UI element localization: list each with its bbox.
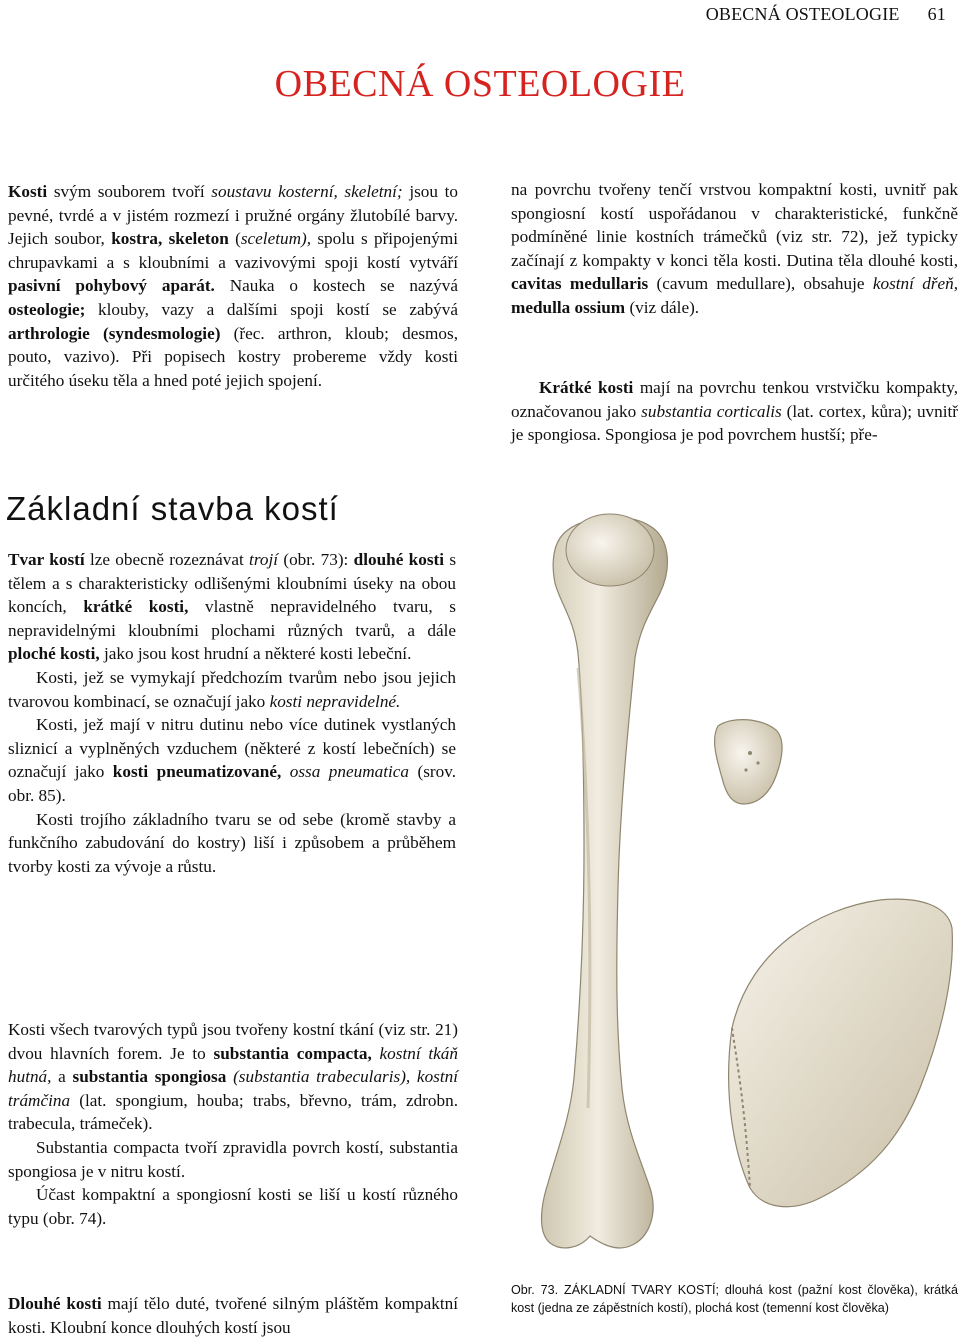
short-bones-paragraph: [511, 376, 958, 447]
text-run: sceletum),: [240, 229, 312, 249]
text-run: [372, 1044, 380, 1063]
text-run: jako jsou kost hrudní a některé kosti lebeční.: [99, 644, 412, 664]
text-run: Kosti: [8, 182, 48, 201]
text-run: a: [51, 1067, 73, 1087]
text-run: s tělem a s charakteristicky odlišenými kloubními úseky na obou koncích,: [8, 550, 457, 617]
text-run: Kosti, jež mají v nitru dutinu nebo více dutinek vystlaných sliznicí a vyplněných vzduchem (některé z kostí lebečních) se označují jako: [8, 715, 456, 782]
text-run: ossa pneumatica: [289, 762, 409, 782]
flat-bone-parietal-icon: [729, 899, 953, 1207]
text-run: (řec. arthron, kloub; desmos, pouto, vazivo). Při popisech kostry probereme vždy kosti určitého úseku těla a hned poté jejich spojení.: [8, 323, 458, 390]
text-run: (: [228, 229, 241, 249]
long-bone-humerus-icon: [542, 514, 668, 1248]
text-run: vlastně nepravidelného tvaru, s nepravidelnými kloubními plochami různých tvarů, a dále: [8, 597, 456, 640]
bone-tissue-text: [8, 1018, 458, 1230]
text-run: (lat. spongium, houba; trabs, břevno, trám, zdrobn. trabecula, trámeček).: [8, 1090, 458, 1134]
text-run: trojí: [249, 550, 279, 569]
text-run: soustavu kosterní, skeletní;: [211, 182, 403, 201]
text-run: Tvar kostí: [8, 550, 85, 569]
text-run: Kosti trojího základního tvaru se od sebe (kromě stavby a funkčního zabudování do kostry) liší i způsobem a průběhem tvorby kosti za vývoje a růstu.: [8, 809, 456, 876]
text-run: osteologie;: [8, 299, 86, 319]
text-run: lze obecně rozeznávat: [84, 550, 250, 569]
text-run: kosti nepravidelné.: [269, 691, 401, 711]
text-run: na povrchu tvořeny tenčí vrstvou kompaktní kosti, uvnitř pak spongiosní kostí uspořádanou v charakteristické, funkčně podmíněné linie kostních trámečků (viz str. 72), jež typicky začínají z kompakty v konci těla kosti. Dutina těla dlouhé kosti,: [511, 180, 958, 270]
text-run: ploché kosti,: [8, 644, 100, 664]
text-run: (substantia trabecularis), kostní trámčina: [8, 1067, 458, 1110]
bone-shapes-text: [8, 548, 456, 878]
text-run: substantia spongiosa: [72, 1067, 227, 1087]
text-run: mají na povrchu tenkou vrstvičku kompakty, označovanou jako: [511, 378, 958, 421]
text-run: medulla ossium: [511, 297, 626, 317]
section-heading: Základní stavba kostí: [6, 490, 339, 527]
text-run: pasivní pohybový aparát.: [8, 276, 215, 296]
text-run: Substantia compacta tvoří zpravidla povrch kostí, substantia spongiosa je v nitru kostí.: [8, 1137, 458, 1181]
intro-paragraph: [8, 180, 458, 392]
paragraph: [8, 1183, 458, 1230]
text-run: (cavum medullare), obsahuje: [648, 274, 873, 294]
text-run: (obr. 73):: [278, 550, 354, 569]
running-head: [706, 4, 946, 25]
text-run: arthrologie (syndesmologie): [8, 323, 221, 343]
paragraph: [8, 666, 456, 713]
text-run: (srov. obr. 85).: [8, 762, 456, 805]
paragraph: [8, 713, 456, 807]
text-run: kostní tkáň hutná,: [8, 1043, 458, 1087]
text-run: (lat. cortex, kůra); uvnitř je spongiosa. Spongiosa je pod povrchem hustší; pře-: [511, 401, 958, 445]
figure-73-bone-shapes: [500, 508, 960, 1288]
page-title: OBECNÁ OSTEOLOGIE: [274, 63, 686, 105]
paragraph: [8, 808, 456, 879]
text-run: Dlouhé kosti: [8, 1294, 102, 1313]
text-run: kostra, skeleton: [111, 229, 229, 249]
text-run: cavitas medullaris: [511, 274, 649, 294]
text-run: Kosti všech tvarových typů jsou tvořeny kostní tkání (viz str. 21) dvou hlavních forem. Je to: [8, 1020, 458, 1063]
text-run: kostní dřeň,: [872, 274, 959, 294]
text-run: dlouhé kosti: [353, 550, 445, 569]
paragraph: [8, 548, 456, 666]
paragraph: [8, 1136, 458, 1183]
text-run: [281, 762, 290, 781]
text-run: svým souborem tvoří: [47, 182, 212, 201]
text-run: kosti pneumatizované,: [112, 762, 282, 782]
text-run: mají tělo duté, tvořené silným pláštěm kompaktní kosti. Kloubní konce dlouhých kostí jsou: [8, 1294, 458, 1337]
text-run: substantia corticalis: [641, 401, 782, 421]
text-run: spolu s připojenými chrupavkami a s kloubními a vazivovými spoji kostí vytváří: [8, 229, 458, 272]
text-run: (viz dále).: [625, 297, 700, 317]
text-run: jsou to pevné, tvrdé a v jistém rozmezí i pružné orgány žlutobílé barvy. Jejich soubor,: [8, 182, 458, 249]
running-title: OBECNÁ OSTEOLOGIE: [705, 4, 900, 24]
text-run: Nauka o kostech se nazývá: [214, 276, 458, 296]
text-run: Účast kompaktní a spongiosní kosti se liší u kostí různého typu (obr. 74).: [8, 1185, 458, 1228]
paragraph: [8, 1018, 458, 1136]
long-bones-paragraph: [8, 1292, 458, 1339]
right-column-continuation: [511, 178, 958, 320]
text-run: klouby, vazy a dalšími spoji kostí se zabývá: [85, 299, 458, 319]
figure-caption: Obr. 73. ZÁKLADNÍ TVARY KOSTÍ; dlouhá kost (pažní kost člověka), krátká kost (jedna ze zápěstních kostí), plochá kost (temenní kost člověka): [511, 1283, 958, 1315]
text-run: Kosti, jež se vymykají předchozím tvarům nebo jsou jejich tvarovou kombinací, se označují jako: [8, 667, 456, 711]
short-bone-carpal-icon: [715, 720, 783, 804]
text-run: krátké kosti,: [83, 597, 189, 617]
text-run: substantia compacta,: [213, 1043, 372, 1063]
page-number: 61: [927, 4, 946, 24]
text-run: Krátké kosti: [539, 378, 634, 397]
